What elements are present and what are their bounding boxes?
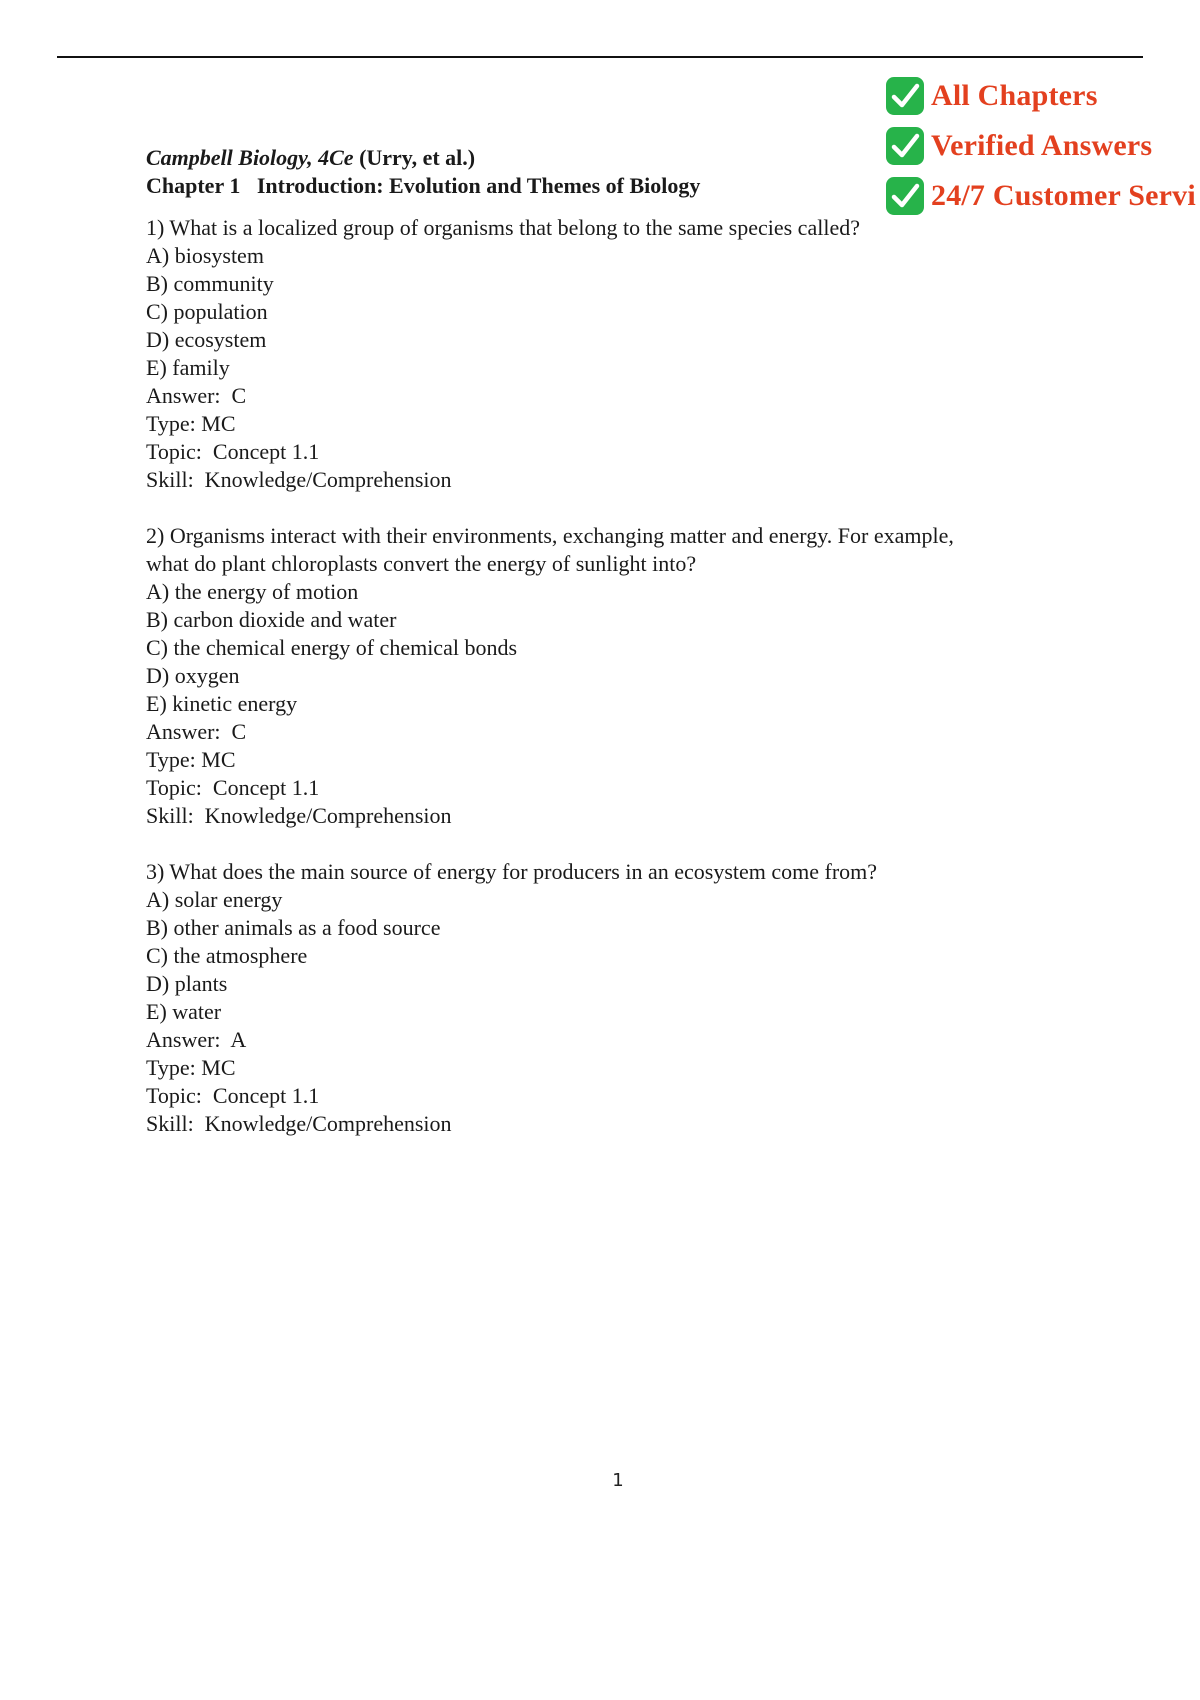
answer-option: C) the atmosphere xyxy=(146,943,308,968)
question-block xyxy=(146,214,1106,494)
question-skill: Skill: Knowledge/Comprehension xyxy=(146,803,452,828)
question-skill: Skill: Knowledge/Comprehension xyxy=(146,1111,452,1136)
answer-key: Answer: A xyxy=(146,1027,247,1052)
question-stem: 1) What is a localized group of organisms that belong to the same species called? xyxy=(146,215,860,240)
question-block xyxy=(146,522,1106,830)
answer-option: D) oxygen xyxy=(146,663,240,688)
question-list xyxy=(146,214,1106,1138)
answer-option: B) community xyxy=(146,271,274,296)
question-block xyxy=(146,858,1106,1138)
answer-option: C) the chemical energy of chemical bonds xyxy=(146,635,518,660)
answer-option: E) kinetic energy xyxy=(146,691,298,716)
badge-all-chapters xyxy=(885,74,1200,118)
question-type: Type: MC xyxy=(146,411,236,436)
answer-option: B) other animals as a food source xyxy=(146,915,441,940)
answer-key: Answer: C xyxy=(146,719,247,744)
question-topic: Topic: Concept 1.1 xyxy=(146,1083,320,1108)
chapter-heading: Chapter 1 Introduction: Evolution and Themes of Biology xyxy=(146,173,701,198)
badge-label: Verified Answers xyxy=(931,129,1153,162)
question-skill: Skill: Knowledge/Comprehension xyxy=(146,467,452,492)
answer-key: Answer: C xyxy=(146,383,247,408)
check-mark-icon xyxy=(885,76,925,116)
answer-option: E) water xyxy=(146,999,222,1024)
question-stem: 2) Organisms interact with their environments, exchanging matter and energy. For example, xyxy=(146,523,954,548)
badge-label: 24/7 Customer Servi xyxy=(931,179,1196,212)
question-type: Type: MC xyxy=(146,747,236,772)
question-topic: Topic: Concept 1.1 xyxy=(146,775,320,800)
document-body xyxy=(146,144,1106,1138)
answer-option: A) solar energy xyxy=(146,887,283,912)
top-rule xyxy=(57,56,1143,58)
answer-option: A) biosystem xyxy=(146,243,264,268)
question-topic: Topic: Concept 1.1 xyxy=(146,439,320,464)
book-title-italic: Campbell Biology, 4Ce xyxy=(146,145,354,170)
answer-option: D) plants xyxy=(146,971,228,996)
badge-label: All Chapters xyxy=(931,79,1098,112)
answer-option: A) the energy of motion xyxy=(146,579,359,604)
page-number: 1 xyxy=(612,1470,624,1491)
answer-option: B) carbon dioxide and water xyxy=(146,607,397,632)
question-stem: what do plant chloroplasts convert the energy of sunlight into? xyxy=(146,551,697,576)
answer-option: C) population xyxy=(146,299,268,324)
book-authors: (Urry, et al.) xyxy=(353,145,476,170)
book-title xyxy=(146,144,1106,172)
answer-option: D) ecosystem xyxy=(146,327,267,352)
question-type: Type: MC xyxy=(146,1055,236,1080)
answer-option: E) family xyxy=(146,355,230,380)
question-stem: 3) What does the main source of energy for producers in an ecosystem come from? xyxy=(146,859,878,884)
